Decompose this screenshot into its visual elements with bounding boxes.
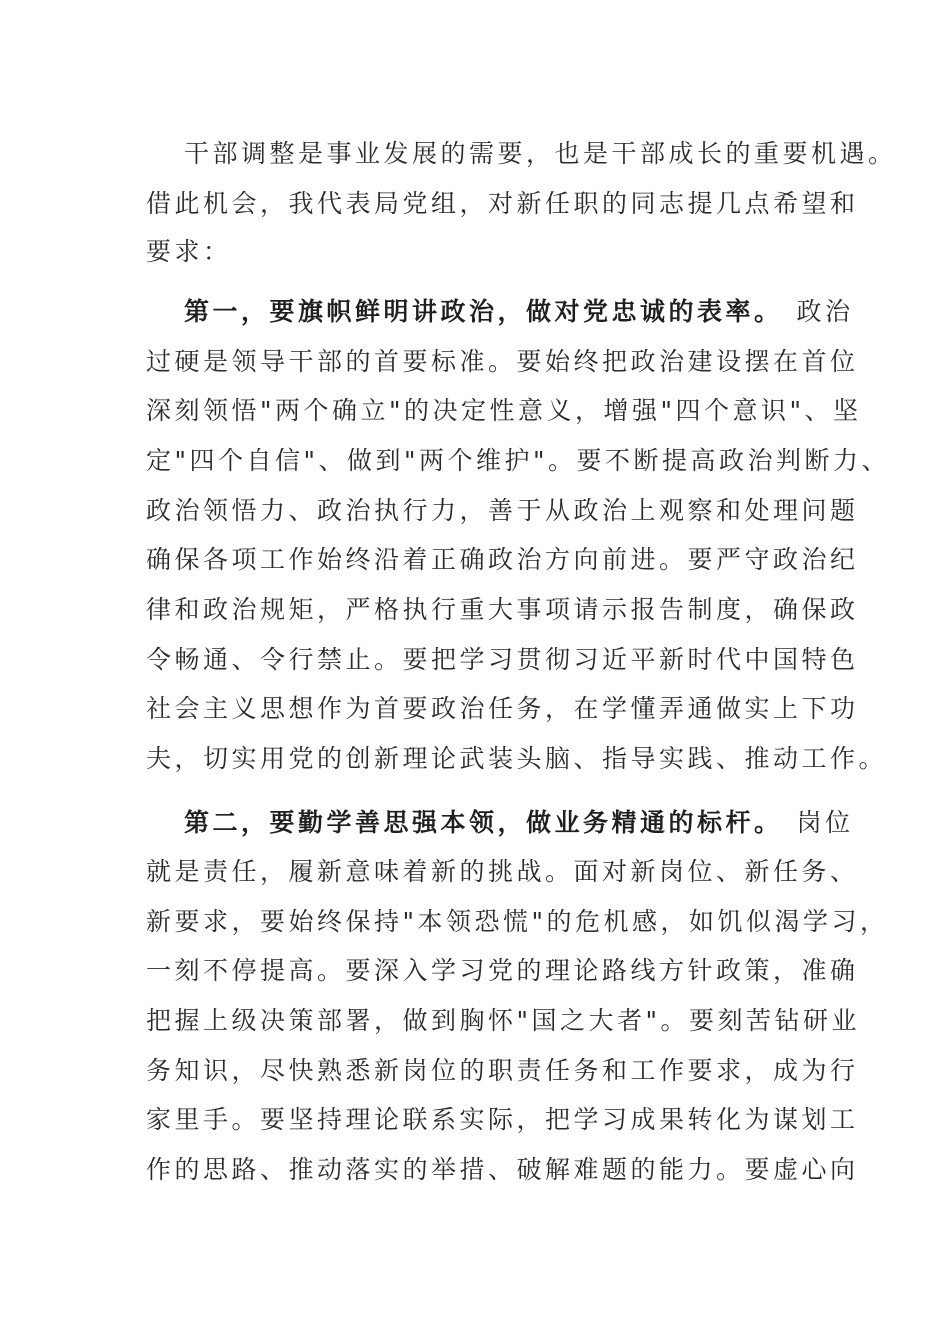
paragraph-heading-line (184, 805, 884, 841)
text-line: 律和政治规矩，严格执行重大事项请示报告制度，确保政 (146, 595, 859, 624)
heading-tail-text: 政治 (796, 297, 854, 326)
text-line: 新要求，要始终保持"本领恐慌"的危机感，如饥似渴学习， (146, 907, 889, 936)
text-line: 政治领悟力、政治执行力，善于从政治上观察和处理问题 (146, 496, 859, 525)
text-line: 就是责任，履新意味着新的挑战。面对新岗位、新任务、 (146, 857, 859, 886)
text-line: 夫，切实用党的创新理论武装头脑、指导实践、推动工作。 (146, 744, 888, 773)
text-line: 要求： (146, 237, 232, 266)
text-line: 令畅通、令行禁止。要把学习贯彻习近平新时代中国特色 (146, 645, 859, 674)
text-line: 借此机会，我代表局党组，对新任职的同志提几点希望和 (146, 189, 859, 218)
heading-tail-text: 岗位 (796, 808, 854, 837)
paragraph-heading-line (184, 294, 884, 330)
paragraph-heading: 第一，要旗帜鲜明讲政治，做对党忠诚的表率。 (184, 297, 783, 326)
text-line: 作的思路、推动落实的举措、破解难题的能力。要虚心向 (146, 1155, 859, 1184)
paragraph-heading: 第二，要勤学善思强本领，做业务精通的标杆。 (184, 808, 783, 837)
text-line: 把握上级决策部署，做到胸怀"国之大者"。要刻苦钻研业 (146, 1006, 861, 1035)
text-line: 一刻不停提高。要深入学习党的理论路线方针政策，准确 (146, 956, 859, 985)
text-line: 确保各项工作始终沿着正确政治方向前进。要严守政治纪 (146, 545, 859, 574)
text-line: 务知识，尽快熟悉新岗位的职责任务和工作要求，成为行 (146, 1056, 859, 1085)
text-line: 过硬是领导干部的首要标准。要始终把政治建设摆在首位 (146, 347, 859, 376)
text-line: 深刻领悟"两个确立"的决定性意义，增强"四个意识"、坚 (146, 396, 862, 425)
text-line: 社会主义思想作为首要政治任务，在学懂弄通做实上下功 (146, 694, 859, 723)
text-line: 家里手。要坚持理论联系实际，把学习成果转化为谋划工 (146, 1105, 859, 1134)
text-line: 干部调整是事业发展的需要，也是干部成长的重要机遇。 (184, 139, 897, 168)
text-line: 定"四个自信"、做到"两个维护"。要不断提高政治判断力、 (146, 446, 890, 475)
